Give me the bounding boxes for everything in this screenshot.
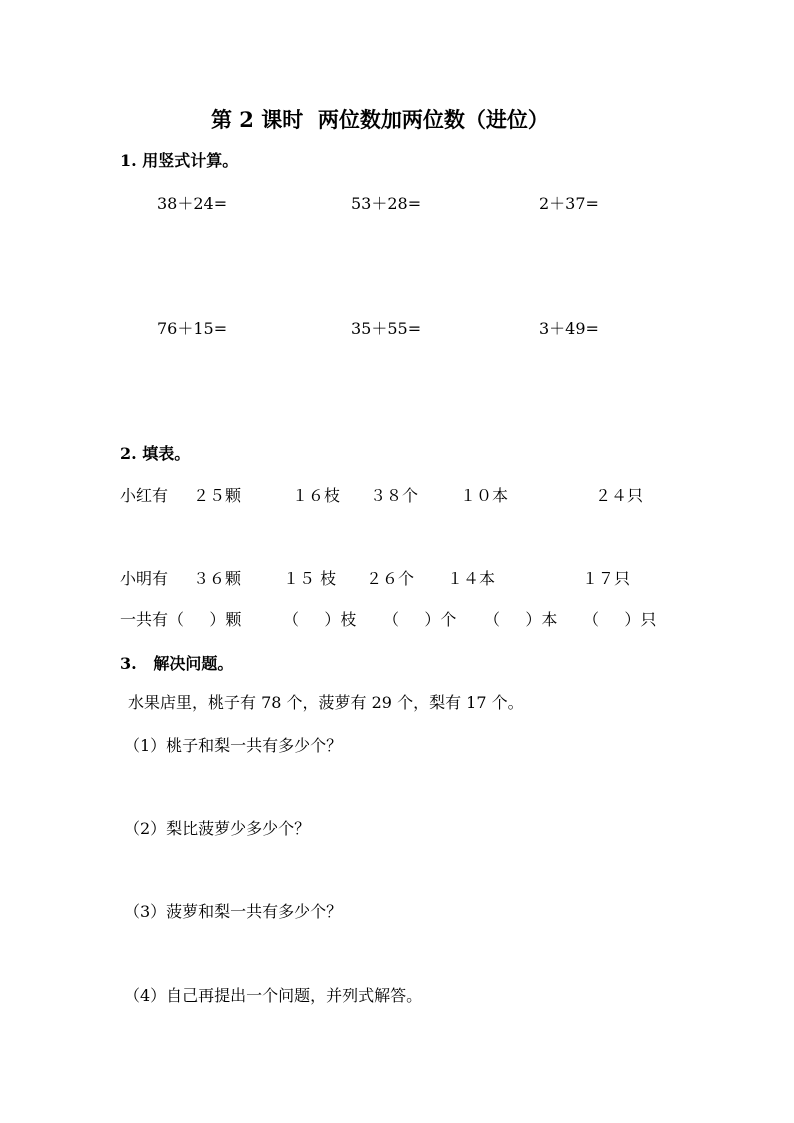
table-cell: ３６颗: [193, 569, 242, 588]
blank-cell: （ ）只: [583, 610, 657, 629]
table-cell: １７只: [582, 569, 631, 588]
table-cell: １４本: [447, 569, 496, 588]
table-cell: １６枝: [292, 486, 341, 505]
row-label-xiaoming: 小明有: [120, 569, 169, 588]
page-title: 第 2 课时 两位数加两位数（进位）: [211, 107, 549, 132]
section-1-heading: 1. 用竖式计算。: [120, 151, 239, 170]
equation: 76＋15=: [157, 319, 228, 338]
table-cell: ２６个: [366, 569, 415, 588]
problem-intro: 水果店里，桃子有 78 个，菠萝有 29 个，梨有 17 个。: [128, 693, 524, 712]
question-4: （4）自己再提出一个问题，并列式解答。: [124, 986, 423, 1005]
table-cell: ３８个: [370, 486, 419, 505]
section-2-heading: 2. 填表。: [120, 444, 191, 463]
blank-cell: （ ）本: [484, 610, 558, 629]
row-label-total: 一共有（ ）颗: [120, 610, 242, 629]
equation: 2＋37=: [539, 194, 599, 213]
blank-cell: （ ）个: [383, 610, 457, 629]
equation: 38＋24=: [157, 194, 228, 213]
row-label-xiaohong: 小红有: [120, 486, 169, 505]
equation: 3＋49=: [539, 319, 599, 338]
table-cell: １０本: [460, 486, 509, 505]
equation: 53＋28=: [351, 194, 422, 213]
equation: 35＋55=: [351, 319, 422, 338]
question-1: （1）桃子和梨一共有多少个？: [124, 736, 343, 755]
table-cell: ２５颗: [193, 486, 242, 505]
blank-cell: （ ）枝: [283, 610, 357, 629]
table-cell: ２４只: [595, 486, 644, 505]
question-2: （2）梨比菠萝少多少个？: [124, 819, 311, 838]
section-3-heading: 3. 解决问题。: [120, 654, 234, 673]
table-cell: １５ 枝: [283, 569, 337, 588]
question-3: （3）菠萝和梨一共有多少个？: [124, 902, 343, 921]
